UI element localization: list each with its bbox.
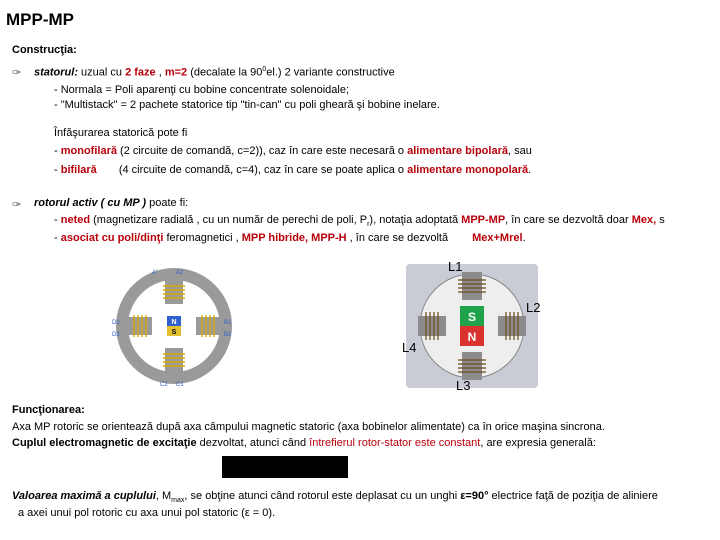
text: . xyxy=(528,164,532,176)
rotor-n-label: N xyxy=(467,330,477,344)
epsilon-value: ε=90° xyxy=(460,490,489,502)
construction-heading: Construcţia: xyxy=(12,44,77,56)
mpp-mp-highlight: MPP-MP xyxy=(461,214,506,226)
text: (4 circuite de comandă, c=4), caz în care se poate aplica o xyxy=(118,164,408,176)
operation-line-2 xyxy=(12,437,596,449)
coil-label-l3: L3 xyxy=(456,378,471,393)
cuplul-label: Cuplul electromagnetic de excitaţie xyxy=(12,437,197,449)
coil-label: D1 xyxy=(112,320,120,326)
text: (2 circuite de comandă, c=2)), caz în care este necesară o xyxy=(116,145,408,157)
text: - xyxy=(54,214,61,226)
mpp-hibride-highlight: MPP hibride, MPP-H xyxy=(241,232,347,244)
rotor-s-label: S xyxy=(171,329,177,336)
stator-pole-left xyxy=(128,317,152,335)
text: (magnetizare radială , cu un număr de perechi de poli, P xyxy=(90,214,368,226)
stator-line-1 xyxy=(34,66,395,79)
monofilara-highlight: monofilară xyxy=(60,145,117,157)
winding-line-2 xyxy=(54,145,532,157)
stator-pole-top xyxy=(165,280,183,304)
stator-pole-right xyxy=(196,317,220,335)
coil-label: A' xyxy=(152,270,158,276)
valoarea-label: Valoarea maximă a cuplului xyxy=(12,490,156,502)
neted-highlight: neted xyxy=(60,214,91,226)
text: uzual cu xyxy=(78,66,126,79)
coil-label: C1 xyxy=(176,382,184,388)
m2-highlight: m=2 xyxy=(164,66,188,79)
text: , are expresia generală: xyxy=(480,437,596,449)
fazes-highlight: 2 faze xyxy=(125,66,156,79)
rotor-line-2 xyxy=(54,214,665,228)
bullet-icon: ✑ xyxy=(12,199,22,211)
page-title: MPP-MP xyxy=(6,10,74,29)
formula-image-placeholder xyxy=(222,456,348,478)
text: electrice faţă de poziţia de aliniere xyxy=(488,490,658,502)
text: - xyxy=(54,145,61,157)
text: , în care se dezvoltă doar xyxy=(505,214,632,226)
asociat-highlight: asociat cu poli/dinţi xyxy=(60,232,164,244)
rotor-line-1 xyxy=(34,197,188,209)
stepper-diagram-figure xyxy=(398,258,550,396)
coil-label-l1: L1 xyxy=(448,259,463,274)
rotor-line-3 xyxy=(54,232,526,244)
operation-heading: Funcţionarea: xyxy=(12,404,85,416)
stator-diagram-figure xyxy=(108,262,240,392)
stator-pole-top xyxy=(462,272,482,300)
text: , M xyxy=(155,490,172,502)
rotor-n-label: N xyxy=(171,319,177,326)
coil-label: C2 xyxy=(160,382,168,388)
stator-line-2: - Normala = Poli aparenţi cu bobine concentrate solenoidale; xyxy=(54,84,350,96)
bifilara-highlight: bifilară xyxy=(60,164,97,176)
max-torque-line-2: a axei unui pol rotoric cu axa unui pol statoric (ε = 0). xyxy=(18,507,276,519)
alimentare-bipolara-highlight: alimentare bipolară xyxy=(407,145,508,157)
coil-label: D2 xyxy=(112,332,120,338)
text: (decalate la 90 xyxy=(187,66,263,79)
text: . xyxy=(522,232,526,244)
intrefier-highlight: întrefierul rotor-stator este constant xyxy=(309,437,481,449)
text: - xyxy=(54,232,61,244)
text: poate fi: xyxy=(146,197,189,209)
bullet-icon: ✑ xyxy=(12,67,22,79)
operation-line-1: Axa MP rotoric se orientează după axa câmpului magnetic statoric (axa bobinelor alimentate) ca în orice maşina sincrona. xyxy=(12,421,605,433)
stator-pole-bottom xyxy=(462,352,482,380)
max-torque-line-1 xyxy=(12,490,658,504)
stator-line-3: - "Multistack" = 2 pachete statorice tip "tin-can" cu poli gheară şi bobine inelare. xyxy=(54,99,440,111)
text: , se obţine atunci când rotorul este deplasat cu un unghi xyxy=(184,490,461,502)
mex-highlight: Mex, xyxy=(631,214,657,226)
subscript: r xyxy=(367,221,370,229)
coil-label-l2: L2 xyxy=(526,300,541,315)
text: dezvoltat, atunci când xyxy=(196,437,310,449)
coil-label: A2 xyxy=(176,270,184,276)
winding-line-1: Înfăşurarea statorică pote fi xyxy=(54,127,188,139)
text: - xyxy=(54,164,61,176)
stator-pole-bottom xyxy=(165,348,183,372)
text: , sau xyxy=(507,145,532,157)
text: el.) 2 variante constructive xyxy=(266,66,395,79)
text: , în care se dezvoltă xyxy=(346,232,449,244)
rotor-s-label: S xyxy=(467,310,477,324)
stator-pole-right xyxy=(498,316,526,336)
text: s xyxy=(656,214,665,226)
subscript: max xyxy=(171,497,185,505)
winding-line-3 xyxy=(54,164,531,176)
coil-label: B2 xyxy=(224,332,232,338)
rotor-label: rotorul activ ( cu MP ) xyxy=(34,197,147,209)
text: , xyxy=(155,66,165,79)
coil-label: B1 xyxy=(224,320,232,326)
text: ), notaţia adoptată xyxy=(369,214,462,226)
coil-label-l4: L4 xyxy=(402,340,417,355)
text: feromagnetici , xyxy=(163,232,242,244)
superscript: 0 xyxy=(262,66,267,73)
mex-mrel-highlight: Mex+Mrel xyxy=(472,232,523,244)
stator-pole-left xyxy=(418,316,446,336)
stator-label: statorul: xyxy=(34,66,78,79)
alimentare-monopolara-highlight: alimentare monopolară xyxy=(407,164,529,176)
